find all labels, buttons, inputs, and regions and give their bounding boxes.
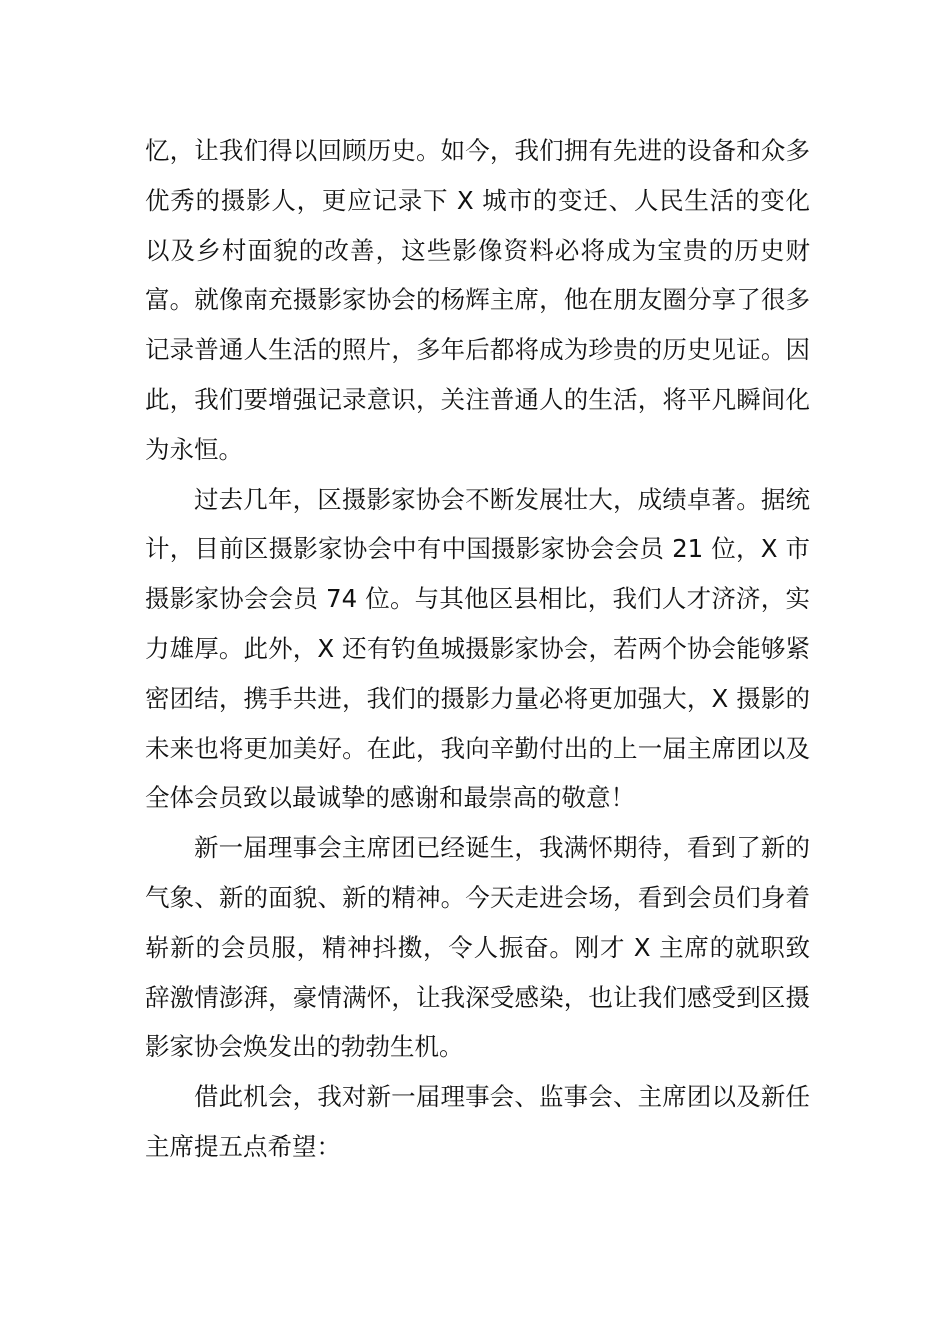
paragraph-4: 借此机会，我对新一届理事会、监事会、主席团以及新任主席提五点希望： <box>145 1082 810 1161</box>
paragraph-3: 新一届理事会主席团已经诞生，我满怀期待，看到了新的气象、新的面貌、新的精神。今天走进会场，看到会员们身着崭新的会员服，精神抖擞，令人振奋。刚才 X 主席的就职致辞激情澎湃，豪情满怀，让我深受感染，也让我们感受到区摄影家协会焕发出的勃勃生机。 <box>145 833 810 1062</box>
document-body <box>145 126 810 1172</box>
paragraph-2: 过去几年，区摄影家协会不断发展壮大，成绩卓著。据统计，目前区摄影家协会中有中国摄影家协会会员 21 位，X 市摄影家协会会员 74 位。与其他区县相比，我们人才济济，实力雄厚。此外，X 还有钓鱼城摄影家协会，若两个协会能够紧密团结，携手共进，我们的摄影力量必将更加强大，X 摄影的未来也将更加美好。在此，我向辛勤付出的上一届主席团以及全体会员致以最诚挚的感谢和最崇高的敬意！ <box>145 484 810 813</box>
paragraph-1: 忆，让我们得以回顾历史。如今，我们拥有先进的设备和众多优秀的摄影人，更应记录下 X 城市的变迁、人民生活的变化以及乡村面貌的改善，这些影像资料必将成为宝贵的历史财富。就像南充摄影家协会的杨辉主席，他在朋友圈分享了很多记录普通人生活的照片，多年后都将成为珍贵的历史见证。因此，我们要增强记录意识，关注普通人的生活，将平凡瞬间化为永恒。 <box>145 136 810 464</box>
